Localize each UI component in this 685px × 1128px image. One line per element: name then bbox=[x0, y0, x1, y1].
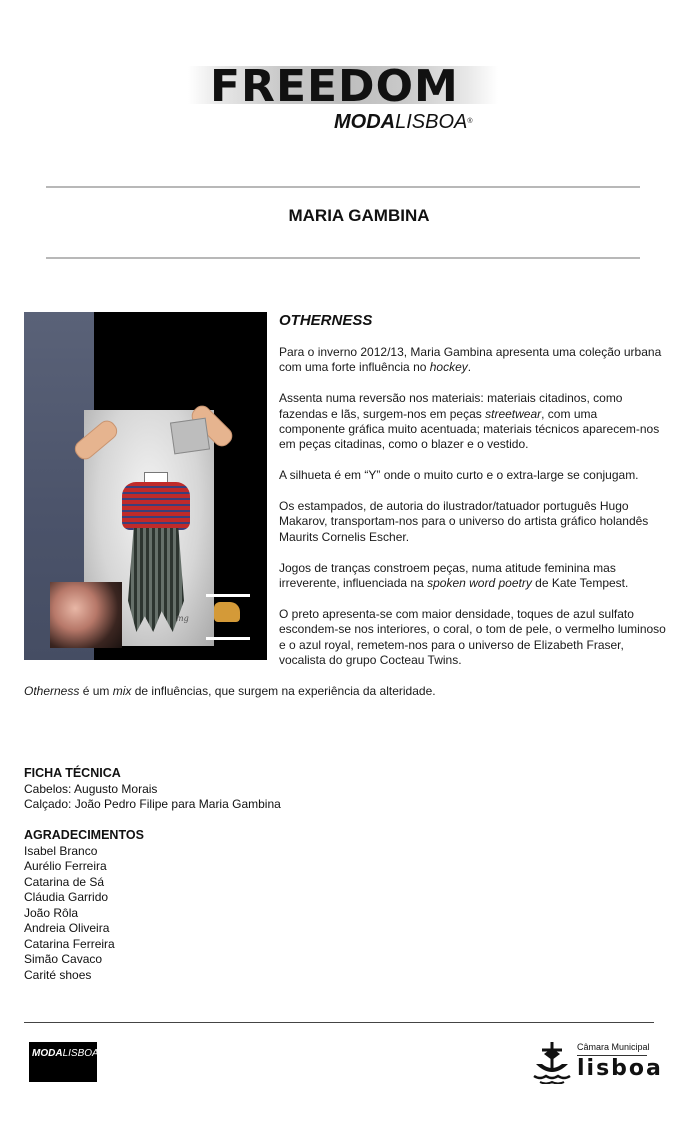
p2-end: , com uma componente gráfica muito acentuada; materiais técnicos aparecem-nos em peças citadinas, como o blazer e o vestido. bbox=[279, 406, 660, 452]
ficha-tecnica bbox=[24, 766, 424, 813]
p7-emphasis-1: Otherness bbox=[24, 683, 80, 698]
list-item: Andreia Oliveira bbox=[24, 921, 110, 935]
logo-brand-light: LISBOA bbox=[395, 111, 468, 133]
logo-brand bbox=[334, 111, 473, 133]
modalisboa-footer-logo bbox=[29, 1042, 97, 1082]
footer-divider bbox=[24, 1022, 654, 1023]
logo-brand-bold: MODA bbox=[334, 111, 396, 133]
list-item: Aurélio Ferreira bbox=[24, 859, 107, 873]
p5-emphasis: spoken word poetry bbox=[427, 576, 532, 591]
lisboa-ship-icon bbox=[532, 1040, 572, 1084]
modalisboa-logo-text bbox=[32, 1048, 99, 1059]
p2-text: Assenta numa reversão nos materiais: materiais citadinos, como fazendas e lãs, surgem-nos em peças bbox=[279, 391, 623, 421]
modalisboa-light: LISBOA bbox=[62, 1048, 99, 1059]
list-item: Isabel Branco bbox=[24, 843, 98, 858]
lisboa-wordmark: lisboa bbox=[577, 1056, 663, 1081]
agradecimentos-heading: AGRADECIMENTOS bbox=[24, 828, 144, 842]
p1-end: . bbox=[467, 360, 472, 375]
ficha-line: Calçado: João Pedro Filipe para Maria Gambina bbox=[24, 797, 281, 811]
list-item: Catarina de Sá bbox=[24, 874, 105, 889]
paragraph-7 bbox=[24, 684, 666, 699]
p5-text: Jogos de tranças constroem peças, numa atitude feminina mas irreverente, influenciada na bbox=[279, 560, 616, 591]
modalisboa-bold: MODA bbox=[32, 1048, 63, 1059]
p7-text-a: é um bbox=[79, 683, 113, 698]
freedom-modalisboa-logo bbox=[188, 62, 498, 134]
paragraph-6: O preto apresenta-se com maior densidade, toques de azul sulfato escondem-se nos interiores, o coral, o tom de pele, o vermelho luminoso e o azul royal, remetem-nos para o universo de Elizabeth Fraser, vocalista do grupo Cocteau Twins. bbox=[279, 606, 666, 668]
list-item: Catarina Ferreira bbox=[24, 936, 115, 951]
paragraph-3: A silhueta é em “Y” onde o muito curto e o extra-large se conjugam. bbox=[279, 468, 639, 483]
p7-text-b: de influências, que surgem na experiência da alteridade. bbox=[131, 683, 436, 698]
camara-municipal-label: Câmara Municipal bbox=[577, 1042, 650, 1052]
ficha-line: Cabelos: Augusto Morais bbox=[24, 781, 158, 796]
p2-emphasis: streetwear bbox=[485, 406, 542, 421]
camara-municipal-lisboa-logo bbox=[532, 1040, 663, 1086]
agradecimentos-list bbox=[24, 844, 324, 984]
p1-emphasis: hockey bbox=[429, 360, 468, 375]
paragraph-4: Os estampados, de autoria do ilustrador/tatuador português Hugo Makarov, transportam-nos para o universo do artista gráfico holandês Maurits Cornelis Escher. bbox=[279, 499, 649, 544]
image-spacer bbox=[24, 312, 269, 664]
list-item: Carité shoes bbox=[24, 967, 92, 982]
ficha-tecnica-heading: FICHA TÉCNICA bbox=[24, 766, 121, 780]
logo-trademark: ® bbox=[467, 118, 473, 125]
designer-name: MARIA GAMBINA bbox=[288, 206, 430, 225]
collection-description bbox=[24, 312, 666, 715]
list-item: Simão Cavaco bbox=[24, 952, 103, 966]
p5-end: de Kate Tempest. bbox=[531, 576, 629, 591]
bottom-divider bbox=[46, 257, 640, 259]
agradecimentos bbox=[24, 828, 324, 983]
logo-title: FREEDOM bbox=[210, 61, 459, 112]
list-item: Cláudia Garrido bbox=[24, 890, 109, 904]
p1-text: Para o inverno 2012/13, Maria Gambina apresenta uma coleção urbana com uma forte influência no bbox=[279, 345, 662, 375]
top-divider bbox=[46, 186, 640, 188]
p7-emphasis-2: mix bbox=[112, 683, 132, 698]
list-item: João Rôla bbox=[24, 905, 79, 920]
collection-title: OTHERNESS bbox=[279, 312, 373, 329]
collage-signature: mg bbox=[176, 614, 189, 623]
